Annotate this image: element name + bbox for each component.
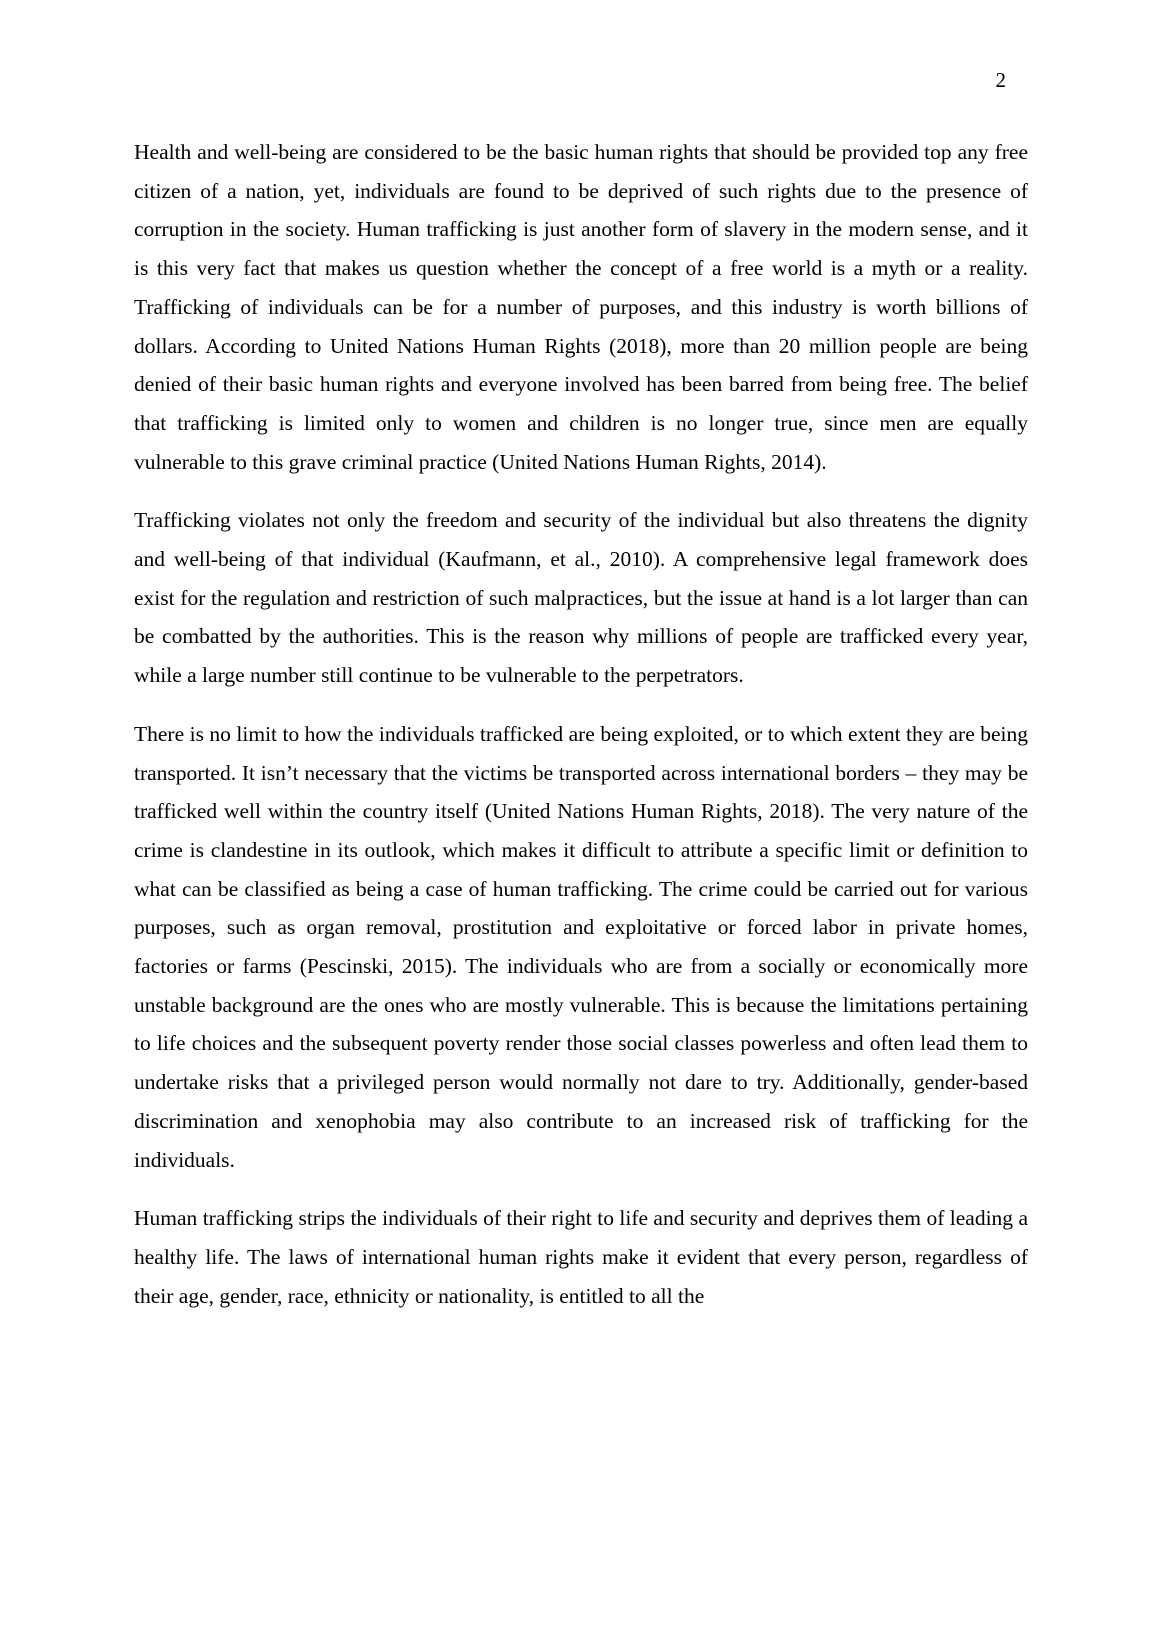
- body-paragraph: Human trafficking strips the individuals of their right to life and security and deprives them of leading a healthy life. The laws of international human rights make it evident that every person, regardless of their age, gender, race, ethnicity or nationality, is entitled to all the: [134, 1206, 1028, 1308]
- body-paragraph: Health and well-being are considered to be the basic human rights that should be provided top any free citizen of a nation, yet, individuals are found to be deprived of such rights due to the presence of corruption in the society. Human trafficking is just another form of slavery in the modern sense, and it is this very fact that makes us question whether the concept of a free world is a myth or a reality. Trafficking of individuals can be for a number of purposes, and this industry is worth billions of dollars. According to United Nations Human Rights (2018), more than 20 million people are being denied of their basic human rights and everyone involved has been barred from being free. The belief that trafficking is limited only to women and children is no longer true, since men are equally vulnerable to this grave criminal practice (United Nations Human Rights, 2014).: [134, 140, 1028, 474]
- document-body: [134, 133, 1028, 1315]
- body-paragraph: Trafficking violates not only the freedom and security of the individual but also threatens the dignity and well-being of that individual (Kaufmann, et al., 2010). A comprehensive legal framework does exist for the regulation and restriction of such malpractices, but the issue at hand is a lot larger than can be combatted by the authorities. This is the reason why millions of people are trafficked every year, while a large number still continue to be vulnerable to the perpetrators.: [134, 508, 1028, 688]
- page-number: 2: [995, 68, 1006, 92]
- body-paragraph: There is no limit to how the individuals trafficked are being exploited, or to which extent they are being transported. It isn’t necessary that the victims be transported across international borders – they may be trafficked well within the country itself (United Nations Human Rights, 2018). The very nature of the crime is clandestine in its outlook, which makes it difficult to attribute a specific limit or definition to what can be classified as being a case of human trafficking. The crime could be carried out for various purposes, such as organ removal, prostitution and exploitative or forced labor in private homes, factories or farms (Pescinski, 2015). The individuals who are from a socially or economically more unstable background are the ones who are mostly vulnerable. This is because the limitations pertaining to life choices and the subsequent poverty render those social classes powerless and often lead them to undertake risks that a privileged person would normally not dare to try. Additionally, gender-based discrimination and xenophobia may also contribute to an increased risk of trafficking for the individuals.: [134, 721, 1028, 1172]
